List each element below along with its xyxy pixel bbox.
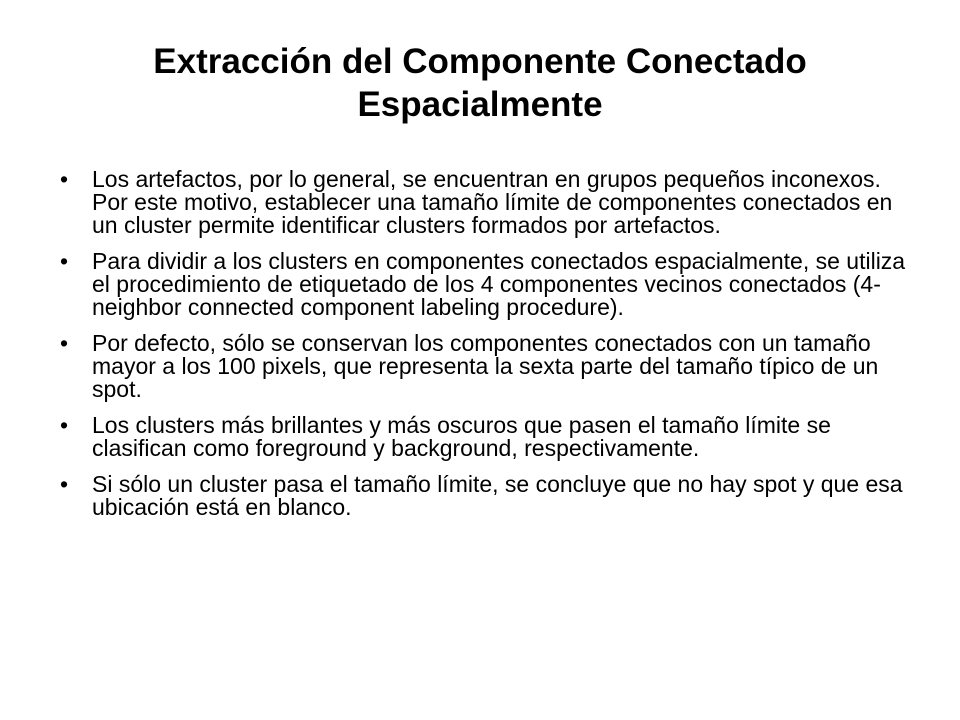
bullet-marker: • — [60, 248, 69, 274]
bullet-text: Por defecto, sólo se conservan los componentes conectados con un tamaño mayor a los 100 pixels, que representa la sexta parte del tamaño típico de un spot. — [92, 330, 879, 402]
bullet-text: Los clusters más brillantes y más oscuros que pasen el tamaño límite se clasifican como foreground y background, respectivamente. — [92, 412, 831, 461]
slide-title: Extracción del Componente Conectado Espacialmente — [153, 42, 807, 124]
bullet-text: Los artefactos, por lo general, se encuentran en grupos pequeños inconexos. Por este motivo, establecer una tamaño límite de componentes conectados en un cluster permite identificar clusters formados por artefactos. — [92, 166, 893, 238]
bullet-item — [60, 473, 910, 519]
bullet-item — [60, 332, 910, 401]
bullet-item — [60, 168, 910, 237]
bullet-marker: • — [60, 330, 69, 356]
bullet-marker: • — [60, 166, 69, 192]
bullet-list — [60, 168, 910, 532]
bullet-marker: • — [60, 471, 69, 497]
bullet-text: Para dividir a los clusters en componentes conectados espacialmente, se utiliza el procedimiento de etiquetado de los 4 componentes vecinos conectados (4-neighbor connected component labeling procedure). — [92, 248, 906, 320]
bullet-item — [60, 250, 910, 319]
bullet-item — [60, 414, 910, 460]
bullet-marker: • — [60, 412, 69, 438]
bullet-text: Si sólo un cluster pasa el tamaño límite, se concluye que no hay spot y que esa ubicación está en blanco. — [92, 471, 903, 520]
